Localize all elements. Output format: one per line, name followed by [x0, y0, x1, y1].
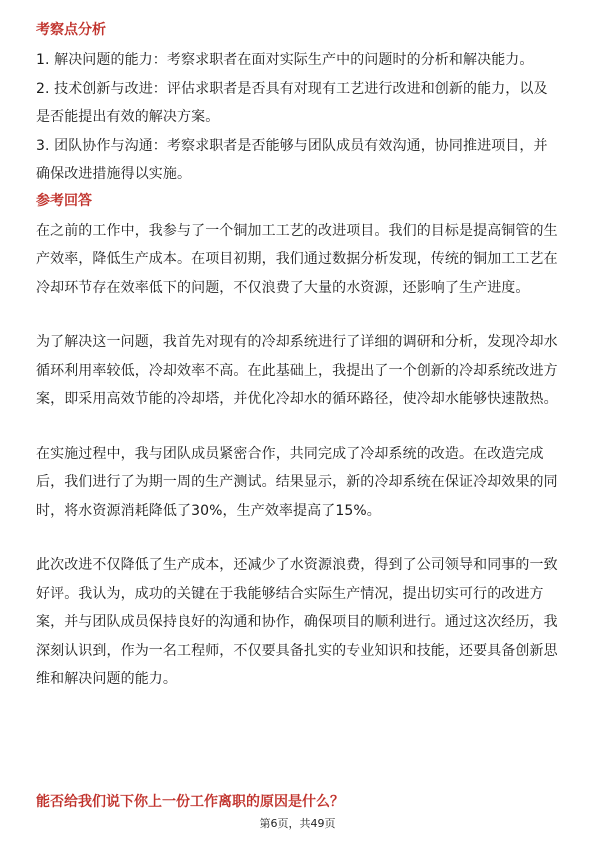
next-question-heading: 能否给我们说下你上一份工作离职的原因是什么？ — [36, 794, 344, 810]
answer-paragraph-1: 在之前的工作中，我参与了一个铜加工工艺的改进项目。我们的目标是提高铜管的生产效率，降低生产成本。在项目初期，我们通过数据分析发现，传统的铜加工工艺在冷却环节存在效率低下的问题，不仅浪费了大量的水资源，还影响了生产进度。 — [36, 222, 558, 296]
analysis-item-1: 1. 解决问题的能力：考察求职者在面对实际生产中的问题时的分析和解决能力。 — [36, 52, 534, 68]
page-number-footer: 第6页，共49页 — [259, 817, 336, 830]
answer-paragraph-3: 在实施过程中，我与团队成员紧密合作，共同完成了冷却系统的改造。在改造完成后，我们进行了为期一周的生产测试。结果显示，新的冷却系统在保证冷却效果的同时，将水资源消耗降低了30%，生产效率提高了15%。 — [36, 445, 558, 519]
analysis-item-2: 2. 技术创新与改进：评估求职者是否具有对现有工艺进行改进和创新的能力，以及是否能提出有效的解决方案。 — [36, 80, 548, 125]
analysis-heading: 考察点分析 — [36, 22, 106, 38]
document-body — [36, 20, 559, 694]
answer-paragraph-4: 此次改进不仅降低了生产成本，还减少了水资源浪费，得到了公司领导和同事的一致好评。我认为，成功的关键在于我能够结合实际生产情况，提出切实可行的改进方案，并与团队成员保持良好的沟通和协作，确保项目的顺利进行。通过这次经历，我深刻认识到，作为一名工程师，不仅要具备扎实的专业知识和技能，还要具备创新思维和解决问题的能力。 — [36, 557, 558, 687]
answer-heading: 参考回答 — [36, 192, 92, 209]
analysis-item-3: 3. 团队协作与沟通：考察求职者是否能够与团队成员有效沟通，协同推进项目，并确保改进措施得以实施。 — [36, 137, 548, 182]
answer-paragraph-2: 为了解决这一问题，我首先对现有的冷却系统进行了详细的调研和分析，发现冷却水循环利用率较低，冷却效率不高。在此基础上，我提出了一个创新的冷却系统改进方案，即采用高效节能的冷却塔，并优化冷却水的循环路径，使冷却水能够快速散热。 — [36, 334, 558, 407]
